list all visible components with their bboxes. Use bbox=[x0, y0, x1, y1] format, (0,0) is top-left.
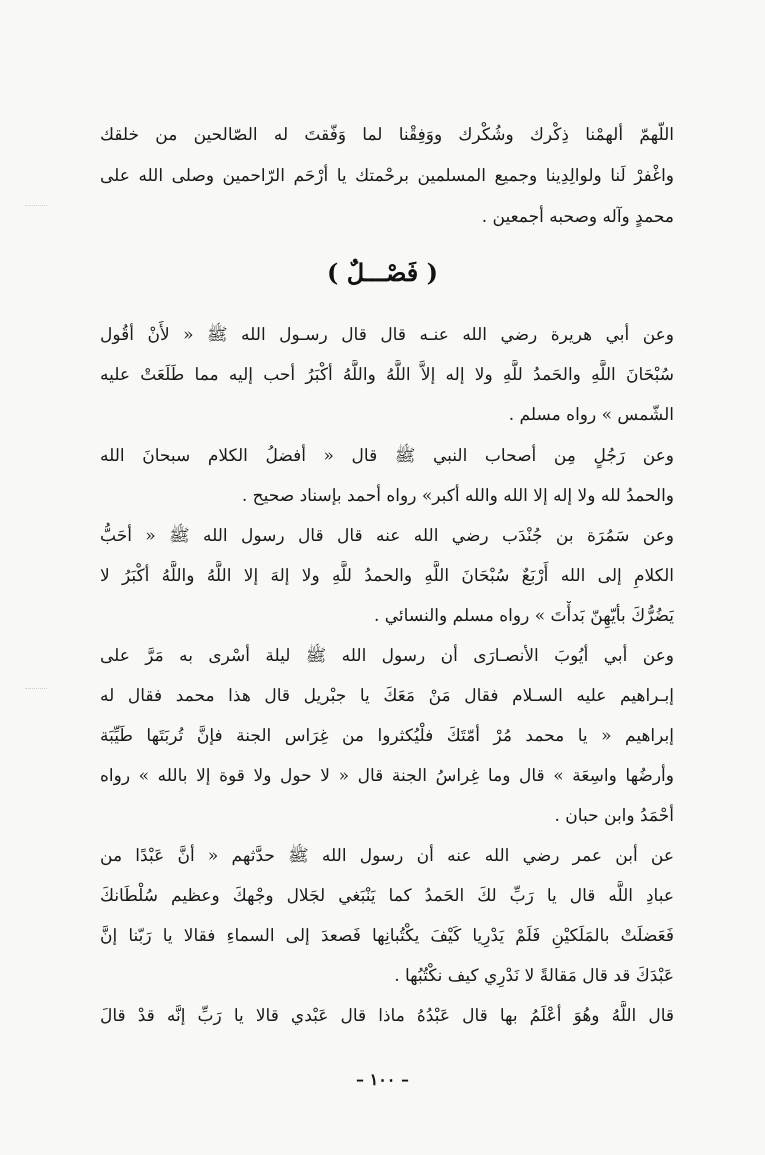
text-line: والحمدُ لله ولا إله إلا الله والله أكبر» رواه أحمد بإسناد صحيح . bbox=[241, 486, 674, 506]
text-line: إبراهيم « يا محمد مُرْ أمّتَكَ فلْيُكثروا من غِرَاس الجنة فإنَّ تُربَتَها طَيِّبَة bbox=[100, 726, 674, 746]
text-line: اللّهمّ ألهمْنا ذِكْرك وشُكْرك ووَفِقْنا لما وَفّقتَ له الصّالحين من خلقك bbox=[100, 125, 674, 145]
section-heading: ( فَصْـــلٌ ) bbox=[327, 258, 438, 287]
text-line: الكلامِ إلى الله أَرْبَعٌ سُبْحَانَ اللَّهِ والحمدُ للَّهِ ولا إلهَ إلا اللَّهُ واللَّهُ أكْبَرُ لا bbox=[100, 566, 674, 586]
text-line: فَعَضلَتْ بالمَلَكيْنِ فَلَمْ يَدْرِيا كَيْفَ يكْتُبانِها فَصعدَ إلى السماءِ فقالا يا رَبّنا إنَّ bbox=[100, 926, 674, 946]
text-line: وعن رَجُلٍ مِن أصحاب النبي ﷺ قال « أفضلُ الكلام سبحانَ الله bbox=[100, 446, 674, 466]
scan-dot-mark bbox=[25, 205, 47, 207]
text-line: عن أبن عمر رضي الله عنه أن رسول الله ﷺ حدَّثهم « أنَّ عَبْدًا من bbox=[100, 846, 674, 866]
text-line: وعن أبي هريرة رضي الله عنـه قال قال رسـول الله ﷺ « لأَنْ أقُول bbox=[100, 325, 674, 345]
text-line: عبادِ اللَّه قال يا رَبِّ لكَ الحَمدُ كما يَنْبَغي لجَلال وجْهكَ وعظيم سُلْطَانكَ bbox=[100, 886, 674, 906]
text-line: عَبْدَكَ قد قال مَقالةً لا نَدْرِي كيف نكْتُبُها . bbox=[394, 966, 674, 986]
text-line: وأرضُها واسِعَة » قال وما غِراسُ الجنة قال « لا حول ولا قوة إلا بالله » رواه bbox=[100, 766, 674, 786]
text-line: واغْفرْ لَنا ولوالِدِينا وجميع المسلمين برحْمتك يا أرْحَم الرّاحمين وصلى الله على bbox=[100, 166, 674, 186]
text-line: وعن أبي أيُوبَ الأنصـارَى أن رسول الله ﷺ ليلة أسْرى به مَرَّ على bbox=[100, 646, 674, 666]
text-line: قال اللَّهُ وهُوَ أعْلَمُ بها قال عَبْدُهُ ماذا قال عَبْدي قالا يا رَبِّ إنَّه قدْ قالَ bbox=[100, 1006, 674, 1026]
text-line: يَضُرُّكَ بأيّهِنّ بَدأْتَ » رواه مسلم والنسائي . bbox=[373, 606, 674, 626]
text-line: محمدٍ وآله وصحبه أجمعين . bbox=[481, 207, 674, 227]
text-line: إبـراهيم عليه السـلام فقال مَنْ مَعَكَ يا جبْريل قال هذا محمد فقال له bbox=[100, 686, 674, 706]
text-line: وعن سَمُرَة بن جُنْدَب رضي الله عنه قال قال رسول الله ﷺ « أحَبُّ bbox=[100, 526, 674, 546]
text-line: سُبْحَانَ اللَّهِ والحَمدُ للَّهِ ولا إله إلاَّ اللَّهُ واللَّهُ أكْبَرُ أحب إليه مما طَلَعَتْ عليه bbox=[100, 365, 674, 385]
text-line: أحْمَدُ وابن حبان . bbox=[554, 806, 674, 826]
scan-dot-mark bbox=[25, 688, 47, 690]
text-line: الشّمس » رواه مسلم . bbox=[508, 405, 674, 425]
page-number: – ١٠٠ – bbox=[356, 1070, 409, 1089]
